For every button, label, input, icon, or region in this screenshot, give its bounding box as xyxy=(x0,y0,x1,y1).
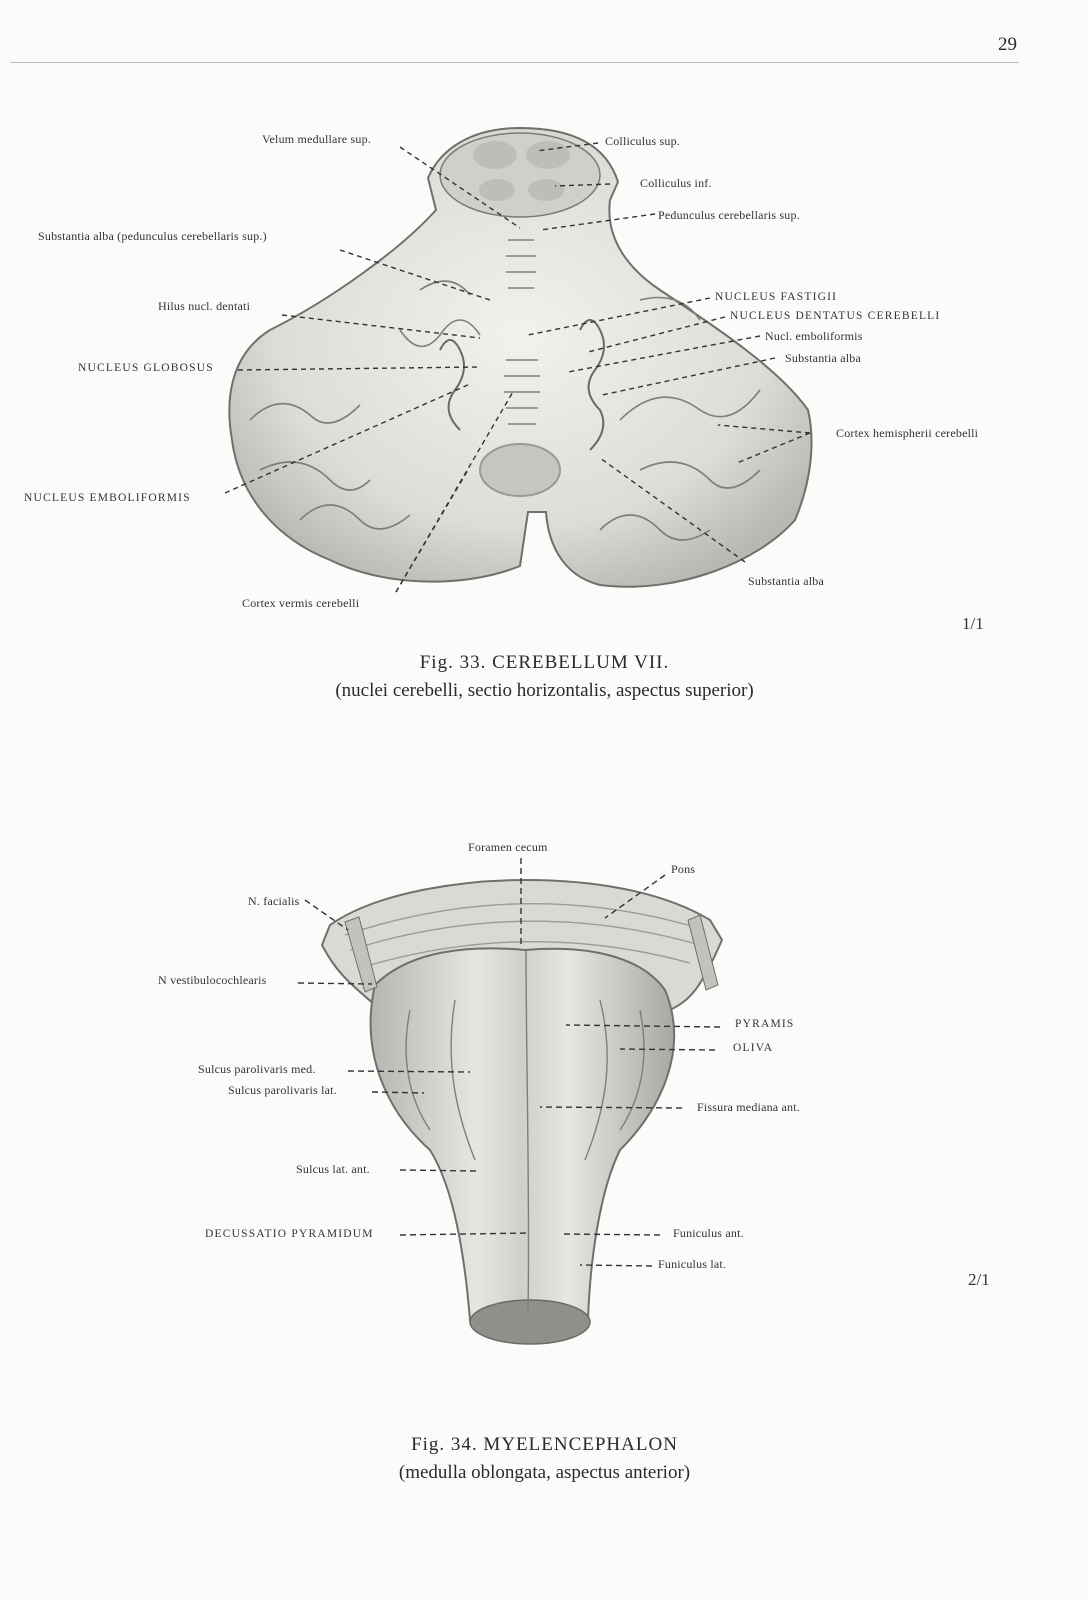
label-nucl-emboliformis: Nucl. emboliformis xyxy=(765,329,863,343)
label-nucleus-dentatus: NUCLEUS DENTATUS CEREBELLI xyxy=(730,310,941,322)
label-n-vestibulocochlearis: N vestibulocochlearis xyxy=(158,973,267,987)
label-foramen-cecum: Foramen cecum xyxy=(468,840,548,854)
fig34-title: Fig. 34. MYELENCEPHALON xyxy=(411,1434,678,1455)
label-substantia-alba-right: Substantia alba xyxy=(785,351,861,365)
label-cortex-hemispherii: Cortex hemispherii cerebelli xyxy=(836,426,979,440)
label-substantia-alba-pedunculus: Substantia alba (pedunculus cerebellaris sup.) xyxy=(38,229,267,243)
label-n-facialis: N. facialis xyxy=(248,894,300,908)
medulla-cut-surface xyxy=(470,1300,590,1344)
fig33-title: Fig. 33. CEREBELLUM VII. xyxy=(419,652,670,673)
label-pons: Pons xyxy=(671,862,696,876)
label-cortex-vermis: Cortex vermis cerebelli xyxy=(242,596,360,610)
label-pedunculus: Pedunculus cerebellaris sup. xyxy=(658,208,800,222)
fig34-subtitle: (medulla oblongata, aspectus anterior) xyxy=(398,1462,691,1483)
label-substantia-alba-bottom: Substantia alba xyxy=(748,574,824,588)
medulla-oblongata xyxy=(371,948,675,1320)
label-velum-medullare: Velum medullare sup. xyxy=(262,132,371,146)
page-number: 29 xyxy=(998,34,1017,55)
label-funiculus-ant: Funiculus ant. xyxy=(673,1226,744,1240)
label-funiculus-lat: Funiculus lat. xyxy=(658,1257,727,1271)
label-oliva: OLIVA xyxy=(733,1042,774,1054)
label-colliculus-sup: Colliculus sup. xyxy=(605,134,681,148)
label-nucleus-fastigii: NUCLEUS FASTIGII xyxy=(715,291,838,303)
label-pyramis: PYRAMIS xyxy=(735,1018,795,1030)
label-nucleus-globosus: NUCLEUS GLOBOSUS xyxy=(78,362,214,374)
label-sulcus-parolivaris-lat: Sulcus parolivaris lat. xyxy=(228,1083,337,1097)
fig33-subtitle: (nuclei cerebelli, sectio horizontalis, aspectus superior) xyxy=(335,680,754,701)
fig34-scale: 2/1 xyxy=(968,1270,990,1289)
label-fissura-mediana: Fissura mediana ant. xyxy=(697,1100,800,1114)
label-sulcus-parolivaris-med: Sulcus parolivaris med. xyxy=(198,1062,316,1076)
label-decussatio-pyramidum: DECUSSATIO PYRAMIDUM xyxy=(205,1228,374,1240)
label-sulcus-lat-ant: Sulcus lat. ant. xyxy=(296,1162,370,1176)
label-nucleus-emboliformis: NUCLEUS EMBOLIFORMIS xyxy=(24,492,191,504)
label-hilus: Hilus nucl. dentati xyxy=(158,299,251,313)
fig33-scale: 1/1 xyxy=(962,614,984,633)
label-colliculus-inf: Colliculus inf. xyxy=(640,176,712,190)
